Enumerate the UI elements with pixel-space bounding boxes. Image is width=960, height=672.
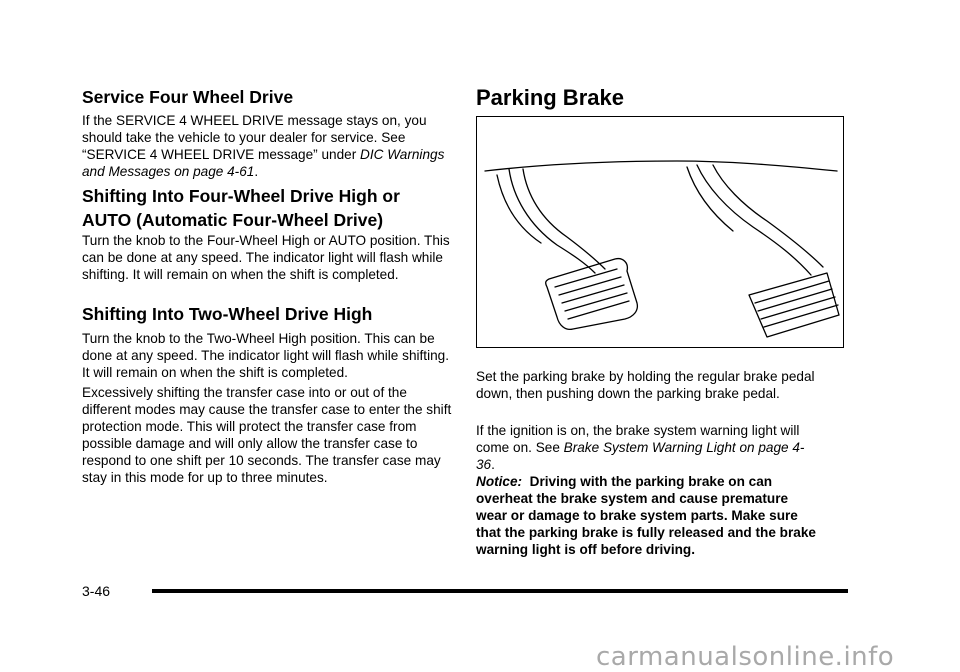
service-paragraph-end: . — [254, 163, 259, 179]
shifting-four-wheel-high-heading — [82, 184, 400, 232]
notice-label: Notice: — [476, 474, 523, 489]
ignition-warning-end: . — [491, 456, 495, 472]
service-paragraph-text: If the SERVICE 4 WHEEL DRIVE message stays on, you should take the vehicle to your dealer for service. See “SERVICE 4 WHEEL DRIVE message” under — [82, 113, 427, 162]
notice-text: Driving with the parking brake on can overheat the brake system and cause premature wear or damage to brake system parts. Make sure that the parking brake is fully released and the brake warning light is off before driving. — [476, 474, 816, 557]
service-four-wheel-drive-paragraph — [82, 113, 454, 181]
service-four-wheel-drive-heading: Service Four Wheel Drive — [82, 87, 294, 107]
heading-line-2: AUTO (Automatic Four-Wheel Drive) — [82, 210, 384, 230]
parking-brake-title: Parking Brake — [476, 85, 624, 110]
shifting-two-wheel-high-paragraph: Turn the knob to the Two-Wheel High position. This can be done at any speed. The indicator light will flash while shifting. It will remain on when the shift is completed. — [82, 331, 449, 380]
set-parking-brake-paragraph: Set the parking brake by holding the regular brake pedal down, then pushing down the parking brake pedal. — [476, 369, 815, 401]
transfer-case-protection-paragraph: Excessively shifting the transfer case into or out of the different modes may cause the transfer case to enter the shift protection mode. This will protect the transfer case from possible damage and will only allow the transfer case to respond to one shift per 10 seconds. The transfer case may stay in this mode for up to three minutes. — [82, 385, 452, 485]
shifting-two-wheel-high-heading: Shifting Into Two-Wheel Drive High — [82, 304, 373, 324]
watermark-text: carmanualsonline.info — [596, 642, 895, 672]
parking-brake-pedals-illustration — [476, 116, 844, 348]
page-number: 3-46 — [82, 583, 111, 599]
ignition-warning-text: If the ignition is on, the brake system warning light will come on. See — [476, 423, 800, 455]
notice-paragraph — [476, 474, 816, 559]
footer-rule — [152, 589, 848, 593]
heading-line-1: Shifting Into Four-Wheel Drive High or — [82, 186, 400, 206]
pedals-drawing — [477, 117, 843, 347]
shifting-four-wheel-high-paragraph: Turn the knob to the Four-Wheel High or AUTO position. This can be done at any speed. The indicator light will flash while shifting. It will remain on when the shift is completed. — [82, 233, 450, 282]
dic-warnings-reference-link[interactable]: DIC Warnings and Messages on page 4-61 — [82, 146, 445, 179]
ignition-warning-paragraph — [476, 423, 816, 474]
brake-warning-light-reference-link[interactable]: Brake System Warning Light on page 4-36 — [476, 439, 805, 472]
